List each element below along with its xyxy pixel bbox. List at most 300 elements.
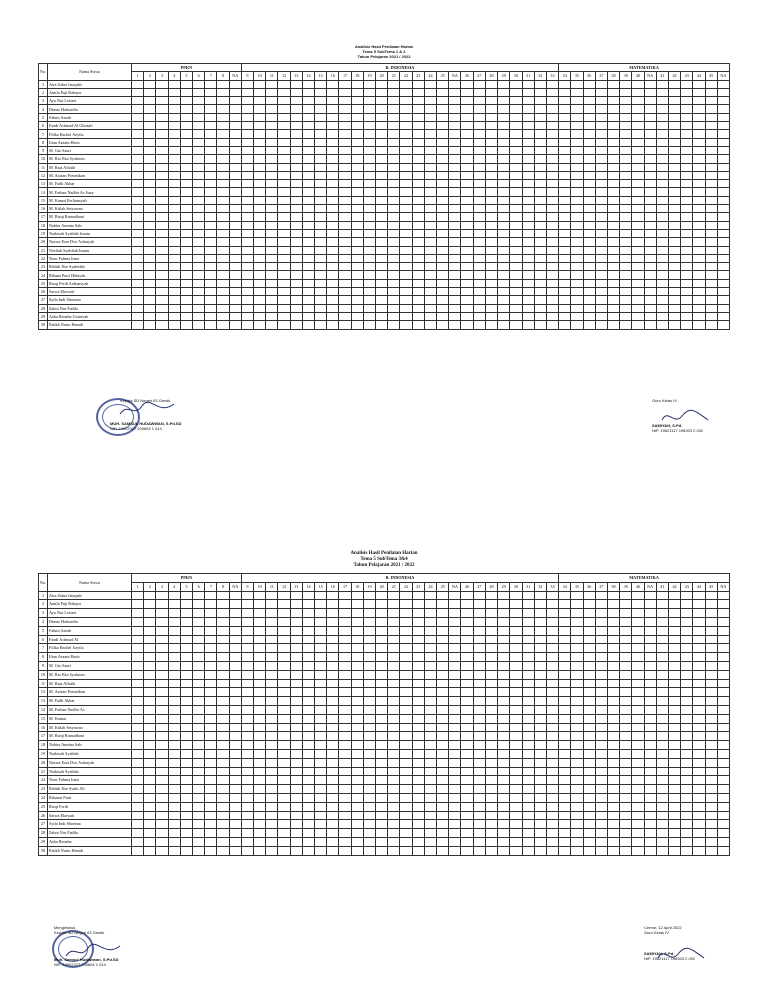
score-cell bbox=[205, 312, 217, 320]
score-cell bbox=[559, 829, 571, 838]
score-cell bbox=[668, 213, 680, 221]
score-cell bbox=[510, 705, 522, 714]
row-number: 11 bbox=[39, 679, 48, 688]
score-cell bbox=[156, 705, 168, 714]
score-cell bbox=[315, 767, 327, 776]
header-item: 27 bbox=[473, 582, 485, 591]
table-row bbox=[39, 312, 730, 320]
score-cell bbox=[363, 312, 375, 320]
score-cell bbox=[571, 714, 583, 723]
score-cell bbox=[205, 80, 217, 88]
score-cell bbox=[290, 254, 302, 262]
score-cell bbox=[278, 829, 290, 838]
row-number: 24 bbox=[39, 271, 48, 279]
score-cell bbox=[498, 829, 510, 838]
score-cell bbox=[266, 785, 278, 794]
score-cell bbox=[132, 180, 144, 188]
score-cell bbox=[534, 97, 546, 105]
score-cell bbox=[205, 661, 217, 670]
score-cell bbox=[522, 644, 534, 653]
score-cell bbox=[461, 732, 473, 741]
score-cell bbox=[351, 113, 363, 121]
score-cell bbox=[595, 776, 607, 785]
score-cell bbox=[522, 221, 534, 229]
score-cell bbox=[449, 600, 461, 609]
score-cell bbox=[132, 617, 144, 626]
score-cell bbox=[473, 88, 485, 96]
score-cell bbox=[473, 688, 485, 697]
score-cell bbox=[437, 670, 449, 679]
score-cell bbox=[607, 776, 619, 785]
header-item: 11 bbox=[266, 582, 278, 591]
score-cell bbox=[193, 846, 205, 855]
score-cell bbox=[290, 229, 302, 237]
score-cell bbox=[376, 617, 388, 626]
header-item: 1 bbox=[132, 72, 144, 80]
score-cell bbox=[656, 312, 668, 320]
score-cell bbox=[290, 829, 302, 838]
score-cell bbox=[485, 254, 497, 262]
score-cell bbox=[229, 246, 241, 254]
score-cell bbox=[437, 171, 449, 179]
score-cell bbox=[424, 679, 436, 688]
score-cell bbox=[229, 600, 241, 609]
score-cell bbox=[449, 105, 461, 113]
score-cell bbox=[522, 635, 534, 644]
score-cell bbox=[620, 635, 632, 644]
score-cell bbox=[241, 820, 253, 829]
score-cell bbox=[546, 626, 558, 635]
score-cell bbox=[424, 163, 436, 171]
score-cell bbox=[498, 811, 510, 820]
score-cell bbox=[278, 714, 290, 723]
score-cell bbox=[254, 688, 266, 697]
score-cell bbox=[315, 688, 327, 697]
score-cell bbox=[412, 653, 424, 662]
table-row bbox=[39, 263, 730, 271]
row-number: 26 bbox=[39, 288, 48, 296]
score-cell bbox=[668, 163, 680, 171]
score-cell bbox=[241, 254, 253, 262]
score-cell bbox=[449, 837, 461, 846]
score-cell bbox=[205, 105, 217, 113]
score-cell bbox=[254, 617, 266, 626]
score-cell bbox=[485, 758, 497, 767]
score-cell bbox=[595, 113, 607, 121]
score-cell bbox=[473, 105, 485, 113]
score-cell bbox=[644, 741, 656, 750]
score-cell bbox=[473, 846, 485, 855]
score-cell bbox=[571, 180, 583, 188]
score-cell bbox=[302, 758, 314, 767]
score-cell bbox=[278, 288, 290, 296]
score-cell bbox=[168, 196, 180, 204]
score-cell bbox=[571, 271, 583, 279]
score-cell bbox=[144, 163, 156, 171]
score-cell bbox=[339, 221, 351, 229]
score-cell bbox=[534, 688, 546, 697]
score-cell bbox=[546, 279, 558, 287]
score-cell bbox=[180, 279, 192, 287]
score-cell bbox=[205, 635, 217, 644]
score-cell bbox=[241, 846, 253, 855]
score-cell bbox=[168, 591, 180, 600]
score-cell bbox=[376, 221, 388, 229]
score-cell bbox=[376, 238, 388, 246]
score-cell bbox=[327, 846, 339, 855]
score-cell bbox=[693, 785, 705, 794]
row-number: 14 bbox=[39, 705, 48, 714]
score-cell bbox=[193, 609, 205, 618]
sig-line: Cerme, 12 April 2022 bbox=[644, 925, 682, 930]
score-cell bbox=[363, 296, 375, 304]
score-cell bbox=[400, 617, 412, 626]
score-cell bbox=[656, 793, 668, 802]
score-cell bbox=[388, 180, 400, 188]
score-cell bbox=[400, 288, 412, 296]
student-name: Sarwa Ekowati bbox=[48, 288, 132, 296]
score-cell bbox=[424, 80, 436, 88]
score-cell bbox=[168, 609, 180, 618]
score-cell bbox=[668, 741, 680, 750]
score-cell bbox=[144, 205, 156, 213]
score-cell bbox=[705, 829, 717, 838]
student-name: Rihanar Putri bbox=[48, 793, 132, 802]
score-cell bbox=[144, 155, 156, 163]
score-cell bbox=[363, 279, 375, 287]
score-cell bbox=[412, 229, 424, 237]
score-cell bbox=[412, 221, 424, 229]
score-cell bbox=[668, 105, 680, 113]
analysis-sheet-2 bbox=[38, 551, 730, 856]
score-cell bbox=[522, 88, 534, 96]
score-cell bbox=[571, 263, 583, 271]
score-cell bbox=[168, 600, 180, 609]
score-cell bbox=[534, 188, 546, 196]
score-cell bbox=[583, 653, 595, 662]
score-cell bbox=[266, 776, 278, 785]
score-cell bbox=[546, 714, 558, 723]
score-cell bbox=[302, 122, 314, 130]
score-cell bbox=[290, 238, 302, 246]
score-cell bbox=[522, 113, 534, 121]
score-cell bbox=[693, 271, 705, 279]
score-cell bbox=[595, 811, 607, 820]
score-cell bbox=[571, 163, 583, 171]
score-cell bbox=[193, 288, 205, 296]
score-cell bbox=[583, 130, 595, 138]
score-cell bbox=[217, 205, 229, 213]
score-cell bbox=[607, 171, 619, 179]
score-cell bbox=[607, 146, 619, 154]
score-cell bbox=[668, 732, 680, 741]
score-cell bbox=[595, 793, 607, 802]
score-cell bbox=[302, 213, 314, 221]
score-cell bbox=[498, 617, 510, 626]
student-name: Sarwa Ekowati bbox=[48, 811, 132, 820]
score-cell bbox=[485, 105, 497, 113]
score-cell bbox=[510, 723, 522, 732]
score-cell bbox=[546, 802, 558, 811]
score-cell bbox=[485, 163, 497, 171]
score-cell bbox=[461, 644, 473, 653]
score-cell bbox=[388, 97, 400, 105]
score-cell bbox=[644, 205, 656, 213]
score-cell bbox=[632, 229, 644, 237]
score-cell bbox=[681, 714, 693, 723]
score-cell bbox=[656, 635, 668, 644]
score-cell bbox=[705, 793, 717, 802]
score-cell bbox=[266, 180, 278, 188]
score-cell bbox=[266, 146, 278, 154]
score-cell bbox=[217, 644, 229, 653]
score-cell bbox=[400, 80, 412, 88]
score-cell bbox=[644, 180, 656, 188]
header-item: 10 bbox=[254, 72, 266, 80]
score-cell bbox=[461, 213, 473, 221]
score-cell bbox=[339, 138, 351, 146]
header-item: 14 bbox=[302, 582, 314, 591]
score-cell bbox=[583, 296, 595, 304]
score-cell bbox=[595, 188, 607, 196]
score-cell bbox=[424, 271, 436, 279]
score-cell bbox=[559, 723, 571, 732]
score-cell bbox=[424, 767, 436, 776]
score-cell bbox=[668, 205, 680, 213]
score-cell bbox=[156, 229, 168, 237]
score-cell bbox=[510, 617, 522, 626]
student-name: Syila Indi Shorima bbox=[48, 296, 132, 304]
score-cell bbox=[254, 802, 266, 811]
score-cell bbox=[668, 246, 680, 254]
score-cell bbox=[302, 146, 314, 154]
score-cell bbox=[217, 113, 229, 121]
score-cell bbox=[180, 688, 192, 697]
score-cell bbox=[449, 238, 461, 246]
score-cell bbox=[266, 263, 278, 271]
score-cell bbox=[339, 271, 351, 279]
score-cell bbox=[168, 679, 180, 688]
score-cell bbox=[522, 670, 534, 679]
score-cell bbox=[254, 221, 266, 229]
score-cell bbox=[534, 785, 546, 794]
score-cell bbox=[132, 837, 144, 846]
score-cell bbox=[498, 705, 510, 714]
score-cell bbox=[607, 785, 619, 794]
score-cell bbox=[424, 105, 436, 113]
score-cell bbox=[229, 113, 241, 121]
score-cell bbox=[473, 279, 485, 287]
score-cell bbox=[424, 196, 436, 204]
header-item: 42 bbox=[668, 582, 680, 591]
score-cell bbox=[668, 122, 680, 130]
score-cell bbox=[681, 793, 693, 802]
score-cell bbox=[193, 670, 205, 679]
header-item: 5 bbox=[180, 582, 192, 591]
score-cell bbox=[644, 829, 656, 838]
score-cell bbox=[339, 635, 351, 644]
score-cell bbox=[620, 304, 632, 312]
score-cell bbox=[156, 732, 168, 741]
score-cell bbox=[644, 271, 656, 279]
score-cell bbox=[595, 661, 607, 670]
score-cell bbox=[644, 321, 656, 329]
score-cell bbox=[437, 723, 449, 732]
score-cell bbox=[656, 837, 668, 846]
score-cell bbox=[510, 741, 522, 750]
score-cell bbox=[132, 697, 144, 706]
score-cell bbox=[339, 705, 351, 714]
score-cell bbox=[473, 758, 485, 767]
score-cell bbox=[156, 296, 168, 304]
score-cell bbox=[632, 171, 644, 179]
row-number: 30 bbox=[39, 321, 48, 329]
score-cell bbox=[205, 820, 217, 829]
score-cell bbox=[180, 205, 192, 213]
score-cell bbox=[351, 254, 363, 262]
score-cell bbox=[693, 714, 705, 723]
score-cell bbox=[510, 758, 522, 767]
score-cell bbox=[449, 741, 461, 750]
score-cell bbox=[437, 679, 449, 688]
score-cell bbox=[620, 229, 632, 237]
score-cell bbox=[485, 617, 497, 626]
score-cell bbox=[315, 312, 327, 320]
score-cell bbox=[424, 88, 436, 96]
score-cell bbox=[424, 811, 436, 820]
score-cell bbox=[583, 188, 595, 196]
score-cell bbox=[607, 846, 619, 855]
score-cell bbox=[583, 80, 595, 88]
score-cell bbox=[717, 679, 729, 688]
header-item: 31 bbox=[522, 72, 534, 80]
score-cell bbox=[168, 155, 180, 163]
score-cell bbox=[461, 653, 473, 662]
score-cell bbox=[717, 288, 729, 296]
student-name: Narkisah Syahlah bbox=[48, 767, 132, 776]
score-cell bbox=[339, 213, 351, 221]
score-cell bbox=[571, 238, 583, 246]
score-cell bbox=[217, 820, 229, 829]
score-cell bbox=[571, 254, 583, 262]
score-cell bbox=[241, 122, 253, 130]
header-item: 14 bbox=[302, 72, 314, 80]
score-cell bbox=[449, 644, 461, 653]
score-cell bbox=[437, 146, 449, 154]
score-cell bbox=[534, 130, 546, 138]
score-cell bbox=[681, 811, 693, 820]
score-cell bbox=[498, 846, 510, 855]
score-cell bbox=[595, 321, 607, 329]
score-cell bbox=[656, 205, 668, 213]
score-cell bbox=[693, 279, 705, 287]
score-cell bbox=[546, 80, 558, 88]
score-cell bbox=[620, 279, 632, 287]
score-cell bbox=[290, 304, 302, 312]
score-cell bbox=[363, 146, 375, 154]
score-cell bbox=[717, 171, 729, 179]
score-cell bbox=[327, 80, 339, 88]
score-cell bbox=[424, 221, 436, 229]
score-cell bbox=[278, 600, 290, 609]
score-cell bbox=[632, 105, 644, 113]
score-cell bbox=[498, 296, 510, 304]
score-cell bbox=[217, 688, 229, 697]
score-cell bbox=[607, 741, 619, 750]
score-cell bbox=[546, 688, 558, 697]
score-cell bbox=[620, 246, 632, 254]
score-cell bbox=[583, 213, 595, 221]
score-cell bbox=[193, 653, 205, 662]
score-cell bbox=[351, 617, 363, 626]
score-cell bbox=[302, 591, 314, 600]
score-cell bbox=[217, 767, 229, 776]
score-cell bbox=[620, 829, 632, 838]
score-cell bbox=[290, 837, 302, 846]
score-cell bbox=[681, 679, 693, 688]
score-cell bbox=[180, 741, 192, 750]
score-cell bbox=[278, 188, 290, 196]
score-cell bbox=[180, 88, 192, 96]
score-cell bbox=[205, 246, 217, 254]
score-cell bbox=[546, 811, 558, 820]
header-item: 32 bbox=[534, 582, 546, 591]
score-cell bbox=[571, 829, 583, 838]
row-number: 1 bbox=[39, 80, 48, 88]
score-cell bbox=[681, 820, 693, 829]
score-cell bbox=[363, 723, 375, 732]
score-cell bbox=[302, 304, 314, 312]
score-cell bbox=[290, 820, 302, 829]
score-cell bbox=[546, 130, 558, 138]
score-cell bbox=[693, 138, 705, 146]
header-item: 29 bbox=[498, 582, 510, 591]
score-cell bbox=[388, 155, 400, 163]
score-cell bbox=[424, 279, 436, 287]
score-cell bbox=[607, 767, 619, 776]
score-cell bbox=[546, 749, 558, 758]
score-cell bbox=[266, 105, 278, 113]
score-cell bbox=[388, 697, 400, 706]
score-cell bbox=[132, 155, 144, 163]
score-cell bbox=[290, 263, 302, 271]
score-cell bbox=[266, 171, 278, 179]
score-cell bbox=[546, 296, 558, 304]
score-cell bbox=[522, 213, 534, 221]
score-cell bbox=[559, 279, 571, 287]
row-number: 15 bbox=[39, 714, 48, 723]
score-cell bbox=[180, 213, 192, 221]
score-cell bbox=[412, 829, 424, 838]
score-cell bbox=[668, 279, 680, 287]
score-cell bbox=[388, 820, 400, 829]
score-cell bbox=[278, 263, 290, 271]
score-cell bbox=[607, 246, 619, 254]
score-cell bbox=[693, 732, 705, 741]
score-cell bbox=[583, 304, 595, 312]
score-cell bbox=[339, 163, 351, 171]
score-cell bbox=[424, 263, 436, 271]
score-cell bbox=[205, 609, 217, 618]
score-cell bbox=[254, 105, 266, 113]
score-cell bbox=[266, 188, 278, 196]
score-cell bbox=[376, 196, 388, 204]
header-item: NA bbox=[644, 72, 656, 80]
score-cell bbox=[656, 811, 668, 820]
score-cell bbox=[620, 661, 632, 670]
score-cell bbox=[485, 697, 497, 706]
header-item: 36 bbox=[583, 72, 595, 80]
